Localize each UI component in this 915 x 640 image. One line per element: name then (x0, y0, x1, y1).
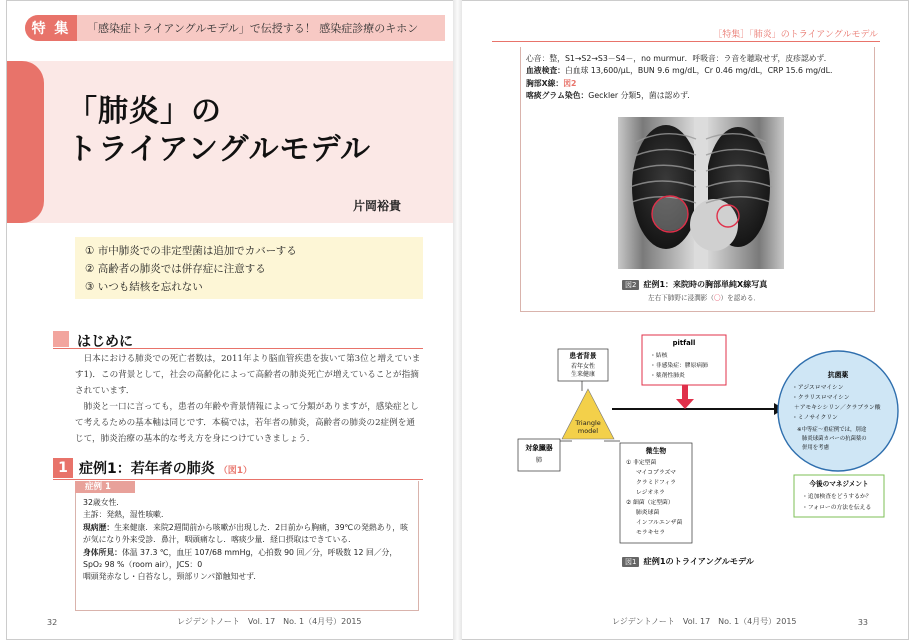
page-number-left: 32 (47, 618, 58, 627)
patient-background-title: 患者背景 (569, 352, 597, 360)
title-tab (6, 61, 44, 223)
triangle-label-2: model (577, 427, 599, 435)
triangle-model-diagram (512, 331, 902, 571)
micro-line: ① 非定型菌 (626, 460, 657, 466)
pitfall-arrow-shaft (682, 385, 688, 401)
exam-line: 心音：整，S1→S2→S3－S4－，no murmur．呼吸音：ラ音を聴取せず，皮疹認めず． (526, 54, 832, 63)
case-heading (79, 458, 252, 478)
triangle-model-svg (512, 331, 902, 553)
case-line: 咽頭発赤なし・白苔なし，頸部リンパ節触知せず． (83, 572, 262, 582)
intro-paragraph-2: 肺炎と一口に言っても，患者の年齢や背景情報によって分類がありますが，感染症として考えるための基本軸は同じです．本稿では，若年者の肺炎，高齢者の肺炎の2症例を通じて，肺炎治療の基本的な考え方を身につけていきましょう． (75, 402, 419, 444)
case-number-badge: 1 (53, 458, 73, 478)
antibiotic-line: ＋アモキシシリン／クラブラン酸 (794, 405, 881, 411)
pitfall-title: pitfall (672, 339, 696, 347)
micro-line: ② 細菌（定型菌） (626, 500, 674, 506)
antibiotic-line: 肺炎球菌カバーの抗菌薬の (802, 436, 867, 442)
microorganism-title: 微生物 (645, 447, 667, 455)
author-name: 片岡裕貴 (352, 199, 401, 213)
target-organ-text: 肺 (535, 457, 543, 464)
figure-2-badge: 図2 (622, 280, 639, 290)
right-page (462, 0, 909, 640)
case-heading-text: 症例1：若年者の肺炎 (79, 461, 215, 477)
exam-line: 喀痰グラム染色：Geckler 分類5，菌は認めず． (526, 91, 696, 101)
antibiotic-title: 抗菌薬 (827, 371, 849, 379)
page-number-right: 33 (857, 618, 868, 627)
xray-figure-ref[interactable]: 図2 (563, 78, 577, 88)
management-title: 今後のマネジメント (809, 480, 869, 488)
exam-details (526, 53, 838, 103)
case-line: が気になり外来受診．鼻汁，咽頭痛なし．喀痰少量．経口摂取はできている． (83, 535, 356, 545)
intro-heading-mark (53, 331, 69, 347)
case-heading-rule (53, 479, 423, 480)
exam-line: 胸部X線：図2 (526, 78, 577, 88)
chest-xray-image (618, 117, 784, 269)
journal-footer-left: レジデントノート Vol. 17 No. 1（4月号）2015 (177, 617, 362, 626)
left-page (6, 0, 453, 640)
management-line: ・追加検査をどうするか？ (802, 494, 872, 500)
heart-shadow (690, 199, 738, 251)
figure-2-caption: 図2 症例1：来院時の胸部単純X線写真 (622, 279, 767, 290)
circle-mark: 〇 (713, 294, 721, 302)
intro-paragraph-1: 日本における肺炎での死亡者数は，2011年より脳血管疾患を抜いて第3位と増えています1)．この背景として，社会の高齢化によって高齢者の肺炎死亡が増えていることが指摘されています． (75, 354, 421, 396)
case-line: SpO₂ 98 %（room air），JCS：0 (83, 560, 203, 570)
exam-line: 血液検査：白血球 13,600/μL，BUN 9.6 mg/dL，Cr 0.46 mg/dL，CRP 15.6 mg/dL． (526, 66, 838, 76)
key-point: ③ いつも結核を忘れない (85, 281, 203, 293)
key-points-box (75, 237, 423, 299)
antibiotic-line: ・クラリスロマイシン (792, 395, 850, 401)
target-organ-title: 対象臓器 (525, 444, 553, 452)
title-line-1: 「肺炎」の (67, 94, 222, 129)
antibiotic-line: ・ミノサイクリン (792, 415, 838, 421)
case-details (83, 497, 419, 584)
series-title: 「感染症トライアングルモデル」で伝授する！ 感染症診療のキホン (87, 22, 419, 35)
patient-line: 若年女性 (570, 363, 596, 370)
patient-line: 生来健康 (570, 371, 596, 378)
intro-heading: はじめに (77, 334, 133, 350)
pitfall-line: ・非感染症：膠原病肺 (650, 363, 708, 369)
case-box-label: 症例 1 (75, 481, 135, 493)
antibiotic-line: ・アジスロマイシン (792, 385, 844, 391)
case-figure-ref[interactable]: （図1） (218, 466, 253, 476)
case-line: 主訴：発熱，湿性咳嗽． (83, 510, 169, 520)
micro-line: レジオネラ (636, 490, 665, 496)
journal-footer-right: レジデントノート Vol. 17 No. 1（4月号）2015 (612, 617, 797, 626)
case-line: 32歳女性． (83, 498, 125, 507)
micro-line: モラキセラ (636, 530, 665, 536)
micro-line: インフルエンザ菌 (636, 520, 683, 526)
chest-xray-drawing (618, 117, 784, 269)
pitfall-line: ・薬剤性肺炎 (650, 373, 685, 379)
key-point: ② 高齢者の肺炎では併存症に注意する (85, 263, 266, 275)
pitfall-line: ・結核 (650, 353, 668, 359)
running-head-rule (492, 41, 880, 42)
figure-2-subcaption: 左右下肺野に浸潤影（〇）を認める． (648, 294, 761, 302)
running-head: ［特集］「肺炎」のトライアングルモデル (713, 30, 878, 40)
antibiotic-line: 併用を考慮 (802, 445, 829, 451)
case-line: 身体所見：体温 37.3 ℃，血圧 107/68 mmHg，心拍数 90 回／分，呼吸数 12 回／分， (83, 547, 398, 557)
micro-line: 肺炎球菌 (636, 510, 660, 516)
article-title (67, 93, 371, 169)
key-point: ① 市中肺炎での非定型菌は追加でカバーする (85, 245, 297, 257)
figure-1-caption: 図1 症例1のトライアングルモデル (622, 556, 754, 567)
pitfall-arrowhead (676, 399, 694, 409)
antibiotic-line: ※中等症〜重症例では，別途 (797, 427, 867, 433)
figure-1-badge: 図1 (622, 557, 639, 567)
feature-badge: 特 集 (25, 15, 77, 41)
triangle-label-1: Triangle (575, 419, 601, 427)
title-line-2: トライアングルモデル (67, 132, 371, 167)
case-line: 現病歴：生来健康．来院2週間前から咳嗽が出現した．2日前から胸痛，39℃の発熱あり，咳 (83, 522, 408, 532)
management-line: ・フォローの方法を伝える (802, 505, 872, 511)
micro-line: クラミドフィラ (636, 480, 676, 486)
antibiotic-circle (778, 351, 898, 471)
page-gutter (453, 0, 462, 640)
micro-line: マイコプラズマ (636, 470, 676, 476)
